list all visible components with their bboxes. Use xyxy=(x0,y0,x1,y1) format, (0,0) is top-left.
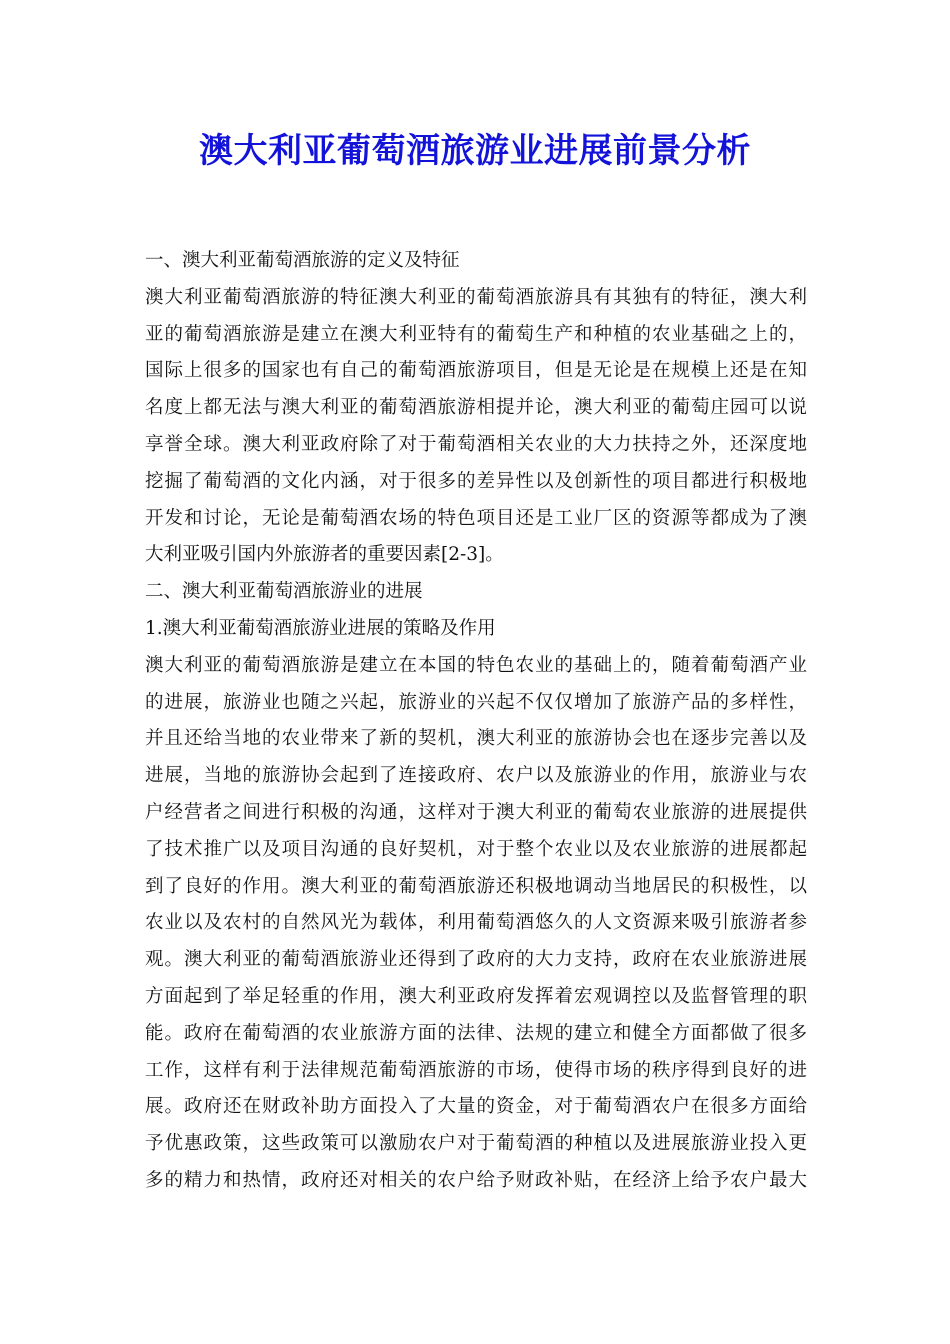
body-line: 澳大利亚的葡萄酒旅游是建立在本国的特色农业的基础上的，随着葡萄酒产业 xyxy=(145,654,807,676)
body-line: 农业以及农村的自然风光为载体，利用葡萄酒悠久的人文资源来吸引旅游者参 xyxy=(145,912,807,934)
body-line: 挖掘了葡萄酒的文化内涵，对于很多的差异性以及创新性的项目都进行积极地 xyxy=(145,470,807,492)
document-body xyxy=(145,243,807,1200)
body-line: 亚的葡萄酒旅游是建立在澳大利亚特有的葡萄生产和种植的农业基础之上的， xyxy=(145,323,807,345)
body-line: 大利亚吸引国内外旅游者的重要因素[2-3]。 xyxy=(145,544,504,566)
body-line: 予优惠政策，这些政策可以激励农户对于葡萄酒的种植以及进展旅游业投入更 xyxy=(145,1133,807,1155)
body-line: 开发和讨论，无论是葡萄酒农场的特色项目还是工业厂区的资源等都成为了澳 xyxy=(145,507,807,529)
body-line: 方面起到了举足轻重的作用，澳大利亚政府发挥着宏观调控以及监督管理的职 xyxy=(145,985,807,1007)
body-line: 1.澳大利亚葡萄酒旅游业进展的策略及作用 xyxy=(145,617,496,639)
body-line: 能。政府在葡萄酒的农业旅游方面的法律、法规的建立和健全方面都做了很多 xyxy=(145,1022,807,1044)
body-line: 观。澳大利亚的葡萄酒旅游业还得到了政府的大力支持，政府在农业旅游进展 xyxy=(145,949,807,971)
body-line: 进展，当地的旅游协会起到了连接政府、农户以及旅游业的作用，旅游业与农 xyxy=(145,765,807,787)
body-line: 澳大利亚葡萄酒旅游的特征澳大利亚的葡萄酒旅游具有其独有的特征，澳大利 xyxy=(145,286,807,308)
body-line: 户经营者之间进行积极的沟通，这样对于澳大利亚的葡萄农业旅游的进展提供 xyxy=(145,801,807,823)
document-title: 澳大利亚葡萄酒旅游业进展前景分析 xyxy=(199,131,751,171)
body-line: 了技术推广以及项目沟通的良好契机，对于整个农业以及农业旅游的进展都起 xyxy=(145,838,807,860)
body-line: 展。政府还在财政补助方面投入了大量的资金，对于葡萄酒农户在很多方面给 xyxy=(145,1096,807,1118)
body-line: 工作，这样有利于法律规范葡萄酒旅游的市场，使得市场的秩序得到良好的进 xyxy=(145,1059,807,1081)
body-line: 的进展，旅游业也随之兴起，旅游业的兴起不仅仅增加了旅游产品的多样性， xyxy=(145,691,807,713)
body-line: 到了良好的作用。澳大利亚的葡萄酒旅游还积极地调动当地居民的积极性，以 xyxy=(145,875,807,897)
body-line: 并且还给当地的农业带来了新的契机，澳大利亚的旅游协会也在逐步完善以及 xyxy=(145,728,807,750)
body-line: 国际上很多的国家也有自己的葡萄酒旅游项目，但是无论是在规模上还是在知 xyxy=(145,360,807,382)
body-line: 二、澳大利亚葡萄酒旅游业的进展 xyxy=(145,581,423,603)
body-line: 多的精力和热情，政府还对相关的农户给予财政补贴，在经济上给予农户最大 xyxy=(145,1169,807,1191)
body-line: 名度上都无法与澳大利亚的葡萄酒旅游相提并论，澳大利亚的葡萄庄园可以说 xyxy=(145,397,807,419)
body-line: 一、澳大利亚葡萄酒旅游的定义及特征 xyxy=(145,250,460,271)
body-line: 享誉全球。澳大利亚政府除了对于葡萄酒相关农业的大力扶持之外，还深度地 xyxy=(145,433,807,455)
